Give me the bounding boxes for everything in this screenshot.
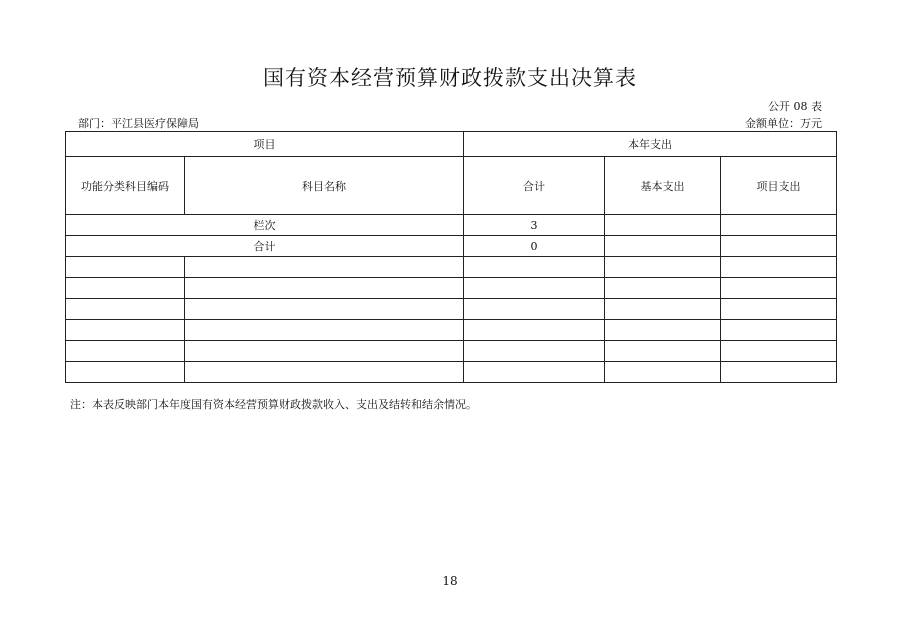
table-cell [605,278,721,299]
table-cell [185,299,464,320]
table-cell [66,257,185,278]
table-cell [185,257,464,278]
table-cell [185,278,464,299]
table-cell [464,320,605,341]
table-cell [721,299,837,320]
table-cell [66,278,185,299]
page-title: 国有资本经营预算财政拨款支出决算表 [263,66,637,90]
table-cell [464,362,605,383]
sum-total: 0 [464,236,605,257]
table-cell [185,362,464,383]
table-cell [605,320,721,341]
table-cell [464,299,605,320]
table-cell [185,341,464,362]
table-cell [721,236,837,257]
table-row-column-index [66,215,837,236]
table-cell [464,278,605,299]
table-cell [464,341,605,362]
table-row-sum [66,236,837,257]
table-cell [185,320,464,341]
table-cell [721,278,837,299]
column-index-label: 栏次 [66,215,464,236]
header-basic: 基本支出 [605,157,721,215]
table-cell [464,257,605,278]
table-row [66,299,837,320]
table-row [66,341,837,362]
table-cell [66,299,185,320]
table-cell [66,362,185,383]
table-cell [721,215,837,236]
table-cell [605,299,721,320]
table-cell [66,320,185,341]
table-cell [605,341,721,362]
header-project: 项目支出 [721,157,837,215]
footnote: 注：本表反映部门本年度国有资本经营预算财政拨款收入、支出及结转和结余情况。 [70,398,477,411]
table-row [66,320,837,341]
table-cell [605,236,721,257]
table-cell [721,362,837,383]
header-item-group: 项目 [66,132,464,157]
expenditure-table [65,131,837,383]
amount-unit-label: 金额单位：万元 [745,117,822,130]
header-total: 合计 [464,157,605,215]
table-cell [605,257,721,278]
table-cell [721,341,837,362]
header-expense-group: 本年支出 [464,132,837,157]
form-number: 公开 08 表 [768,100,822,113]
table-cell [605,215,721,236]
table-header-row [66,132,837,157]
column-index-total: 3 [464,215,605,236]
table-row [66,362,837,383]
table-subheader-row [66,157,837,215]
header-code: 功能分类科目编码 [66,157,185,215]
department-label: 部门：平江县医疗保障局 [78,117,199,130]
header-name: 科目名称 [185,157,464,215]
sum-label: 合计 [66,236,464,257]
table-cell [721,257,837,278]
page-number: 18 [442,574,458,588]
table-cell [721,320,837,341]
table-row [66,257,837,278]
table-cell [66,341,185,362]
table-cell [605,362,721,383]
table-row [66,278,837,299]
